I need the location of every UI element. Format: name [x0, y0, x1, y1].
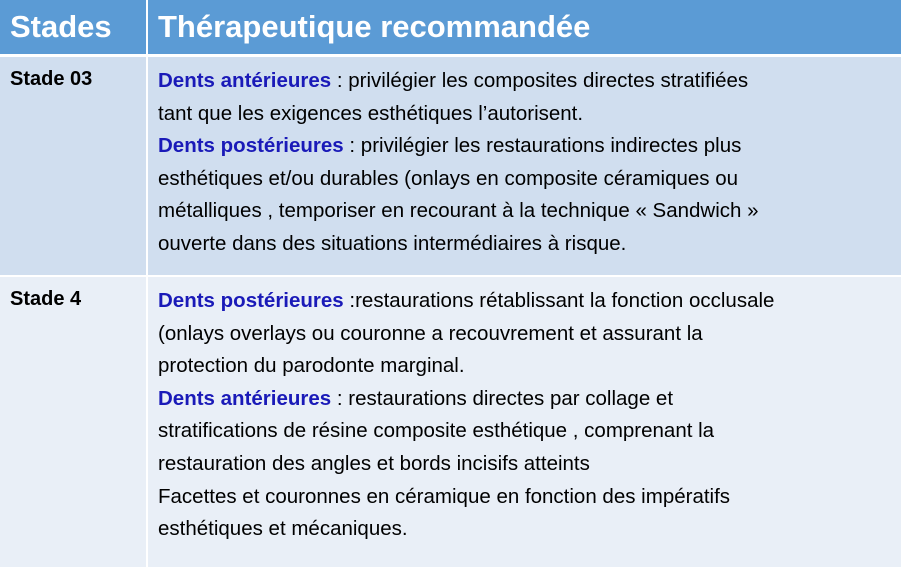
- stage-03-posterior-line-3: métalliques , temporiser en recourant à la technique « Sandwich »: [158, 199, 759, 223]
- stage-4-posterior-text-1: :restaurations rétablissant la fonction occlusale: [343, 289, 775, 312]
- stage-03-anterior-line-2: tant que les exigences esthétiques l’autorisent.: [158, 101, 584, 125]
- stage-4-anterior-line-2: stratifications de résine composite esthétique , comprenant la: [158, 419, 715, 443]
- stage-4-extra-line-1: Facettes et couronnes en céramique en fonction des impératifs: [158, 484, 731, 508]
- stage-03-anterior-line-1: [158, 65, 897, 98]
- stage-4-posterior-keyword: Dents postérieures: [158, 289, 344, 312]
- header-stages: [0, 0, 148, 57]
- stage-03-posterior-line-1: [158, 130, 897, 163]
- stage-4-label: Stade 4: [10, 288, 82, 310]
- stage-4-therapy: [148, 277, 901, 567]
- stage-03-cell: [0, 57, 148, 277]
- stage-4-anterior-keyword: Dents antérieures: [158, 386, 332, 410]
- header-therapy-label: Thérapeutique recommandée: [158, 9, 591, 44]
- stage-4-extra-line-2: esthétiques et mécaniques.: [158, 517, 408, 541]
- stage-03-label: Stade 03: [10, 68, 93, 90]
- stage-4-posterior-line-1: [158, 285, 897, 318]
- stage-03-posterior-line-4: ouverte dans des situations intermédiaires à risque.: [158, 231, 627, 255]
- stage-4-anterior-line-3: restauration des angles et bords incisifs atteints: [158, 451, 590, 475]
- stage-03-therapy: [148, 57, 901, 277]
- stage-03-posterior-text-1: : privilégier les restaurations indirectes plus: [343, 134, 742, 158]
- stage-4-posterior-line-2: (onlays overlays ou couronne a recouvrement et assurant la: [158, 321, 703, 345]
- stage-03-posterior-keyword: Dents postérieures: [158, 134, 344, 158]
- stage-03-anterior-text-1: : privilégier les composites directes stratifiées: [331, 69, 749, 92]
- stage-4-anterior-line-1: [158, 383, 897, 416]
- stage-4-anterior-text-1: : restaurations directes par collage et: [331, 386, 674, 410]
- stage-4-posterior-line-3: protection du parodonte marginal.: [158, 354, 465, 378]
- header-stages-label: Stades: [10, 9, 112, 44]
- stage-03-posterior-line-2: esthétiques et/ou durables (onlays en composite céramiques ou: [158, 166, 739, 190]
- stage-03-anterior-keyword: Dents antérieures: [158, 69, 332, 92]
- stage-4-cell: [0, 277, 148, 567]
- header-therapy: [148, 0, 901, 57]
